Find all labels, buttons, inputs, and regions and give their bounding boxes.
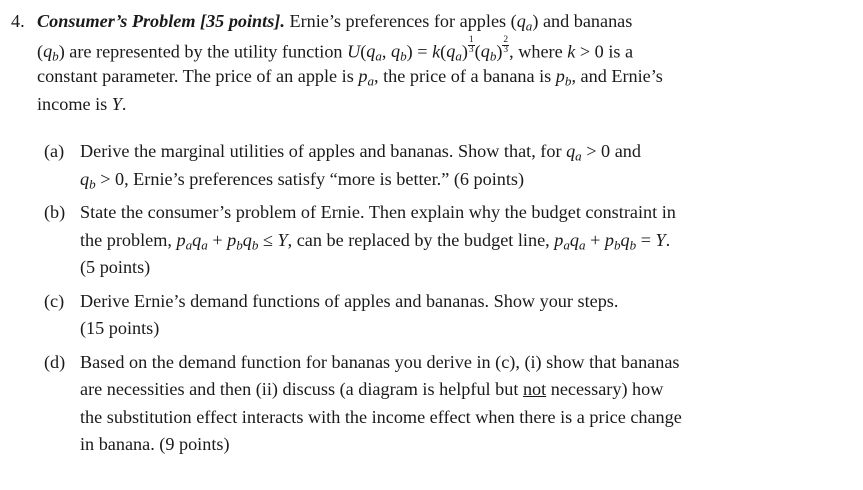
intro-text: constant parameter. The price of an apple is [37, 66, 354, 86]
intro-text: ) are represented by the utility function [58, 41, 343, 62]
part-c-line-2 [44, 315, 814, 343]
math-pa: $p_a$ [358, 66, 374, 89]
math-qb: $q_b$ [80, 168, 96, 191]
intro-text: , and Ernie’s [571, 66, 663, 86]
part-d-line-4 [44, 431, 814, 459]
part-d-text: necessary) how [550, 379, 664, 399]
part-b-text: , can be replaced by the budget line, [287, 229, 550, 250]
part-d-line-2 [44, 376, 814, 404]
math-qa: $q_a$ [566, 141, 582, 164]
problem-line-4 [11, 91, 811, 119]
part-b-label: (b) [44, 202, 66, 222]
part-b-line-1 [44, 199, 814, 227]
part-b-line-2: the problem, $p_aq_a + p_bq_b \le Y$, can be replaced by the budget line, $p_aq_a + p_bq_b = Y$. [80, 229, 671, 252]
utility-function: U [347, 41, 361, 62]
math-pb: $p_b$ [555, 66, 572, 89]
part-b-text: the problem, [80, 229, 172, 250]
part-b-points: (5 points) [80, 257, 151, 277]
part-d-line-3 [44, 404, 814, 432]
part-a-line-2 [44, 166, 814, 194]
part-d-text: the substitution effect interacts with the income effect when there is a price change [80, 406, 682, 427]
problem-title: Consumer’s Problem [35 points]. [37, 11, 285, 31]
math-qb: $q_b$ [43, 41, 59, 64]
part-b-text: . [665, 229, 671, 250]
math-k: k [567, 41, 576, 62]
budget-constraint: $p_aq_a$ [176, 229, 208, 252]
intro-text: . [121, 93, 127, 114]
problem-line-3 [11, 63, 811, 91]
intro-text: ( [37, 41, 44, 62]
part-a-text: > 0, Ernie’s preferences satisfy “more is better.” (6 points) [100, 168, 525, 189]
part-b-text: State the consumer’s problem of Ernie. Then explain why the budget constraint in [80, 202, 676, 222]
part-a-text: Derive the marginal utilities of apples and bananas. Show that, for [80, 141, 562, 161]
underlined-not: not [522, 379, 547, 399]
part-c-points: (15 points) [80, 318, 160, 338]
part-a-text: > 0 and [586, 141, 641, 161]
intro-text: , the price of a banana is [374, 66, 552, 86]
intro-text: ) and bananas [532, 11, 633, 31]
part-a-label: (a) [44, 141, 65, 161]
math-Y: Y [111, 93, 122, 114]
problem-statement [11, 8, 811, 118]
part-d-text: Based on the demand function for bananas you derive in (c), (i) show that bananas [80, 351, 680, 372]
part-a [44, 138, 814, 193]
part-d [44, 349, 814, 459]
part-d-label: (d) [44, 351, 66, 372]
part-d-text: in banana. (9 points) [80, 434, 230, 454]
budget-line: $p_aq_a$ [554, 229, 586, 252]
part-c-text: Derive Ernie’s demand functions of apples and bananas. Show your steps. [80, 290, 619, 311]
part-b [44, 199, 814, 282]
part-b-line-3 [44, 254, 814, 282]
problem-line-2: $(q_b)$ are represented by the utility function $U(q_a$, $q_b) = k(q_a)$ $\frac{1}{3}$ $(q_b)$ $\frac{2}{3}$ , where k > 0 is a [37, 34, 634, 64]
part-d-text: are necessities and then (ii) discuss (a diagram is helpful but [80, 379, 519, 399]
part-a-line-1 [44, 138, 814, 166]
part-c [44, 288, 814, 343]
intro-text: income is [37, 93, 108, 114]
intro-text: , where [509, 41, 563, 62]
problem-line-1 [11, 8, 811, 36]
intro-text: is a [608, 41, 634, 62]
exponent-two-thirds: $\frac{2}{3}$ [503, 34, 509, 55]
part-c-label: (c) [44, 290, 65, 311]
part-d-line-1 [44, 349, 814, 377]
part-c-line-1 [44, 288, 814, 316]
intro-text: Ernie’s preferences for apples ( [289, 11, 517, 31]
math-qa: $q_a$ [516, 11, 533, 34]
exponent-one-third: $\frac{1}{3}$ [468, 34, 474, 55]
problem-number: 4. [11, 11, 25, 31]
sub-questions [44, 138, 814, 465]
